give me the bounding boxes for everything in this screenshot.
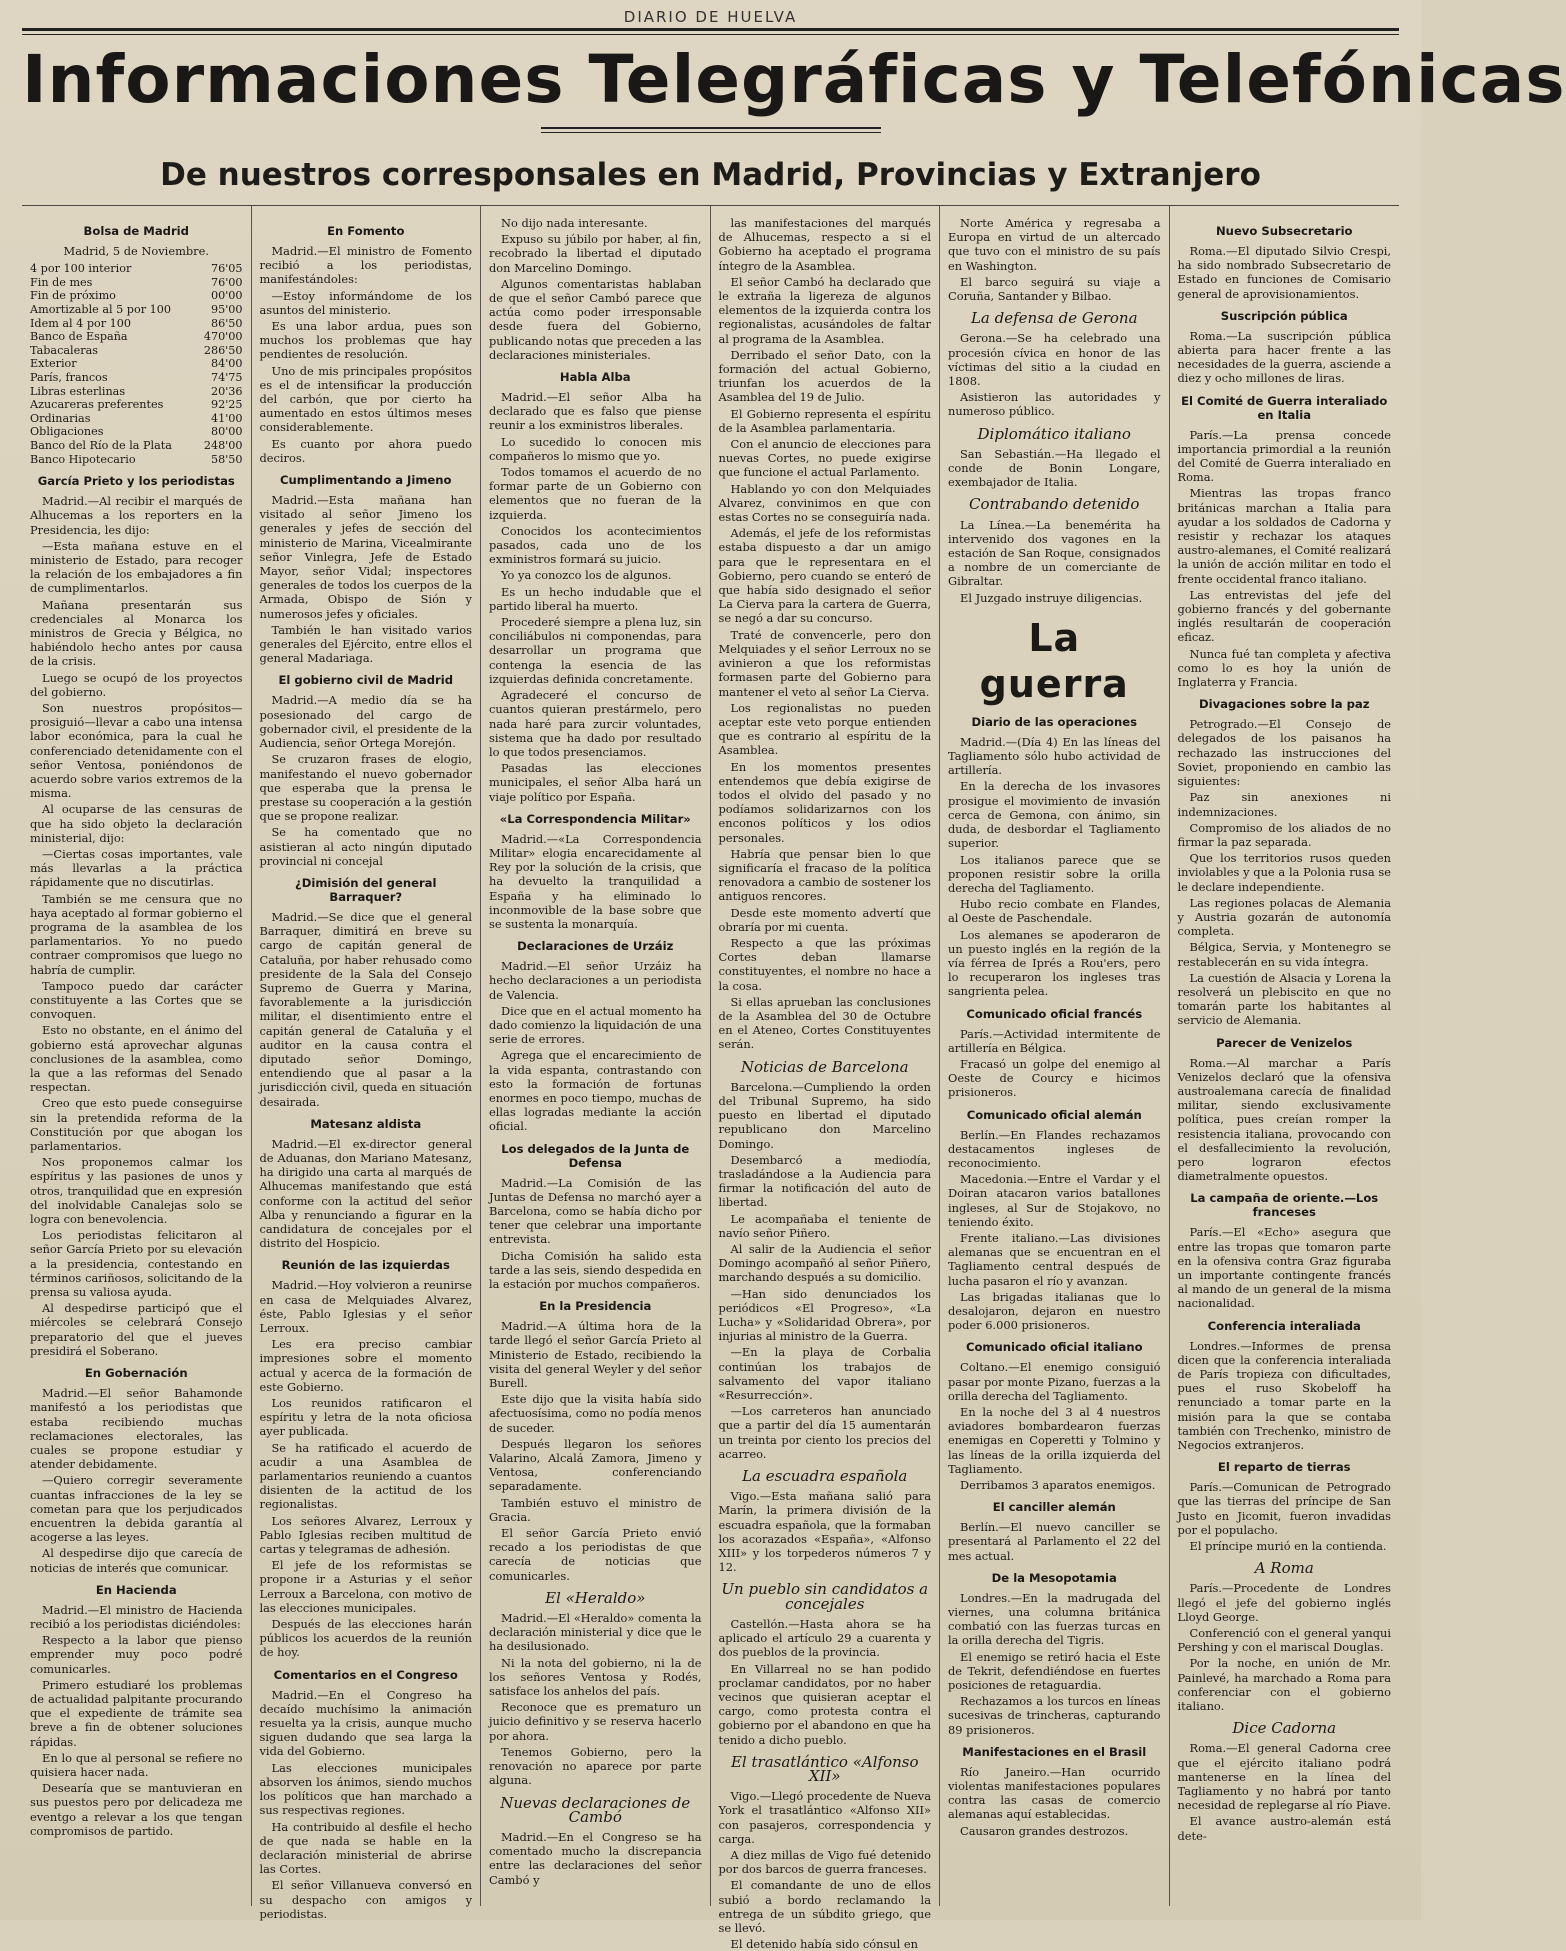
masthead-title: Informaciones Telegráficas y Telefónicas	[22, 41, 1566, 118]
article-paragraph: Con el anuncio de elecciones para nuevas Cortes, no puede exigirse que funcione el actual Parlamento.	[718, 437, 931, 480]
article-paragraph: Madrid.—(Día 4) En las líneas del Tagliamento sólo hubo actividad de artillería.	[948, 734, 1161, 778]
news-column-3	[481, 206, 711, 1906]
news-column-4	[711, 206, 941, 1951]
article-paragraph: Expuso su júbilo por haber, al fin, recobrado la libertad el diputado don Marcelino Domingo.	[489, 232, 702, 275]
article-paragraph: También estuvo el ministro de Gracia.	[489, 1495, 702, 1524]
article-paragraph: Los señores Alvarez, Lerroux y Pablo Iglesias reciben multitud de cartas y telegramas de adhesión.	[259, 1513, 472, 1557]
article-paragraph: Desearía que se mantuvieran en sus puestos pero por delicadeza me eventgo a relevar a los que tengan compromisos de partido.	[30, 1781, 243, 1838]
article-paragraph: —Quiero corregir severamente cuantas infracciones de la ley se cometan para que los perjudicados encuentren la debida garantía al acogerse a las leyes.	[30, 1473, 243, 1545]
stock-name: Banco de España	[30, 330, 128, 344]
article-paragraph: París.—El «Echo» asegura que entre las tropas que tomaron parte en la ofensiva contra Graz figuraba un importante contingente francés al mando de un general de la misma nacionalidad.	[1177, 1225, 1391, 1311]
article-heading: Comentarios en el Congreso	[273, 1667, 458, 1682]
stock-row	[30, 371, 243, 385]
article-heading: En Hacienda	[95, 1582, 177, 1597]
stock-value: 84'00	[210, 357, 243, 371]
article-heading: Divagaciones sobre la paz	[1199, 697, 1370, 712]
stock-value: 58'50	[210, 452, 243, 466]
article-paragraph: Después de las elecciones harán públicos los acuerdos de la reunión de hoy.	[259, 1617, 472, 1660]
article-paragraph: Hablando yo con don Melquiades Alvarez, convinimos en que con estas Cortes no se conseguiría nada.	[718, 481, 931, 525]
article-paragraph: Esto no obstante, en el ánimo del gobierno está aprovechar algunas conclusiones de la asamblea, como la que a las reformas del Senado respectan.	[30, 1023, 243, 1095]
article-paragraph: Los periodistas felicitaron al señor García Prieto por su elevación a la presidencia, contestando en términos cariñosos, solicitando de la prensa su valiosa ayuda.	[30, 1228, 243, 1300]
article-paragraph: Asistieron las autoridades y numeroso público.	[948, 390, 1161, 419]
article-paragraph: Dice que en el actual momento ha dado comienzo la liquidación de una serie de errores.	[489, 1003, 702, 1047]
article-paragraph: Agradeceré el concurso de cuantos quieran prestármelo, pero nada haré para zurcir voluntades, sistema que ha dado por resultado lo que todos presenciamos.	[489, 688, 702, 759]
article-paragraph: —Los carreteros han anunciado que a partir del día 15 aumentarán un treinta por ciento los precios del acarreo.	[718, 1404, 931, 1461]
article-paragraph: Roma.—La suscripción pública abierta para hacer frente a las necesidades de la guerra, asciende a diez y ocho millones de liras.	[1177, 328, 1391, 386]
article-paragraph: —Esta mañana estuve en el ministerio de Estado, para recoger la relación de los embajadores a fin de cumplimentarlos.	[30, 538, 243, 596]
article-heading: De la Mesopotamia	[991, 1570, 1117, 1585]
article-paragraph: las manifestaciones del marqués de Alhucemas, respecto a si el Gobierno ha aceptado el programa íntegro de la Asamblea.	[718, 216, 931, 273]
article-paragraph: Uno de mis principales propósitos es el de intensificar la producción del carbón, que por cierto ha aumentado en estos últimos meses considerablemente.	[259, 363, 472, 435]
article-paragraph: También le han visitado varios generales del Ejército, entre ellos el general Madariaga.	[259, 622, 472, 666]
article-paragraph: Algunos comentaristas hablaban de que el señor Cambó parece que actúa como poder irresponsable desde fuera del Gobierno, publicando notas que preceden a las declaraciones ministeriales.	[489, 276, 702, 362]
article-paragraph: Vigo.—Esta mañana salió para Marín, la primera división de la escuadra española, que la formaban los acorazados «España», «Alfonso XIII» y los torpederos números 7 y 12.	[718, 1489, 931, 1575]
article-heading: La escuadra española	[742, 1467, 908, 1486]
article-paragraph: París.—Comunican de Petrogrado que las tierras del príncipe de San Justo en Jicomit, fueron invadidas por el populacho.	[1177, 1480, 1391, 1537]
stock-value: 248'00	[203, 438, 243, 452]
article-paragraph: Madrid.—A última hora de la tarde llegó el señor García Prieto al Ministerio de Estado, recibiendo la visita del general Weyler y del señor Burell.	[489, 1319, 702, 1391]
running-head-rule	[22, 34, 1399, 35]
article-paragraph: La Línea.—La benemérita ha intervenido dos vagones en la estación de San Roque, consignados a nombre de un comerciante de Gibraltar.	[948, 517, 1161, 589]
article-paragraph: Traté de convencerle, pero don Melquiades y el señor Lerroux no se avinieron a que los reformistas formasen parte del Gobierno para mantener el veto al señor La Cierva.	[718, 627, 931, 699]
article-paragraph: Los regionalistas no pueden aceptar este veto porque entienden que es contrario al espíritu de la Asamblea.	[718, 700, 931, 758]
news-column-5	[940, 206, 1170, 1906]
article-heading: En Fomento	[327, 224, 405, 238]
article-heading: Los delegados de la Junta de Defensa	[501, 1141, 690, 1170]
stock-row	[30, 439, 243, 453]
article-paragraph: Al despedirse participó que el miércoles se celebrará Consejo preparatorio del que el jueves presidirá el Soberano.	[30, 1301, 243, 1358]
article-paragraph: Derribado el señor Dato, con la formación del actual Gobierno, triunfan los acuerdos de la Asamblea del 19 de Julio.	[718, 347, 931, 405]
article-paragraph: Los reunidos ratificaron el espíritu y letra de la nota oficiosa ayer publicada.	[259, 1396, 472, 1439]
stock-value: 74'75	[210, 370, 243, 384]
article-heading: Manifestaciones en el Brasil	[962, 1744, 1147, 1759]
stock-row	[30, 289, 243, 303]
article-heading: Diplomático italiano	[977, 424, 1131, 443]
stock-value: 20'36	[210, 384, 243, 398]
stock-row	[30, 344, 243, 358]
article-heading: La defensa de Gerona	[970, 309, 1138, 328]
article-paragraph: En la derecha de los invasores prosigue el movimiento de invasión cerca de Gemona, con ánimo, sin duda, de desbordar el Tagliamento superior.	[948, 779, 1161, 851]
article-paragraph: El señor Cambó ha declarado que le extraña la ligereza de algunos elementos de la izquierda contra los regionalistas, acusándoles de faltar al programa de la Asamblea.	[718, 274, 931, 346]
article-paragraph: El señor García Prieto envió recado a los periodistas de que carecía de noticias que comunicarles.	[489, 1526, 702, 1583]
article-paragraph: Madrid.—El señor Bahamonde manifestó a los periodistas que estaba recibiendo muchas reclamaciones electorales, las cuales se propone estudiar y atender debidamente.	[30, 1386, 243, 1472]
article-paragraph: Roma.—El general Cadorna cree que el ejército italiano podrá mantenerse en la línea del Tagliamento y no habrá por tanto necesidad de replegarse al río Piave.	[1177, 1741, 1391, 1813]
article-paragraph: Rechazamos a los turcos en líneas sucesivas de trincheras, capturando 89 prisioneros.	[948, 1694, 1161, 1737]
article-paragraph: Madrid.—El ex-director general de Aduanas, don Mariano Matesanz, ha dirigido una carta al marqués de Alhucemas manifestando que está conforme con la actitud del señor Alba y renunciando a figurar en la candidatura de concejales por el distrito del Hospicio.	[259, 1136, 472, 1251]
article-paragraph: Dicha Comisión ha salido esta tarde a las seis, siendo despedida en la estación por muchos compañeros.	[489, 1248, 702, 1291]
article-heading: «La Correspondencia Militar»	[499, 811, 691, 826]
dateline: Madrid, 5 de Noviembre.	[63, 244, 209, 258]
article-heading: El canciller alemán	[992, 1500, 1116, 1515]
stock-name: Banco Hipotecario	[30, 452, 136, 466]
article-paragraph: Procederé siempre a plena luz, sin conciliábulos ni componendas, para desarrollar un programa que contenga la esencia de las izquierdas definida concretamente.	[489, 615, 702, 686]
article-heading: Dice Cadorna	[1232, 1719, 1337, 1738]
article-paragraph: El detenido había sido cónsul en	[730, 1937, 919, 1951]
article-paragraph: Al despedirse dijo que carecía de noticias de interés que comunicar.	[30, 1546, 243, 1575]
article-paragraph: Madrid.—«La Correspondencia Militar» elogia encarecidamente al Rey por la solución de la crisis, que ha devuelto la tranquilidad a España y ha eliminado lo inconmovible de la base sobre que se sustenta la monarquía.	[489, 831, 702, 931]
article-paragraph: Madrid.—Se dice que el general Barraquer, dimitirá en breve su cargo de capitán general de Cataluña, por haber rehusado como presidente de la Sala del Consejo Supremo de Guerra y Marina, favorablemente a la jurisdicción militar, el disentimiento entre el capitán general de Cataluña y el auditor en la causa contra el diputado señor Domingo, entendiendo que al pasar a la jurisdicción civil, queda en situación desairada.	[259, 909, 472, 1109]
stock-row	[30, 357, 243, 371]
article-paragraph: No dijo nada interesante.	[501, 216, 648, 230]
article-heading: El «Heraldo»	[545, 1588, 646, 1607]
article-paragraph: Nos proponemos calmar los espíritus y las pasiones de unos y otros, tranquilidad que en expresión del inolvidable Canalejas solo se logra con benevolencia.	[30, 1155, 243, 1227]
article-paragraph: Le acompañaba el teniente de navío señor Piñero.	[718, 1211, 931, 1240]
article-paragraph: Madrid.—El «Heraldo» comenta la declaración ministerial y dice que le ha desilusionado.	[489, 1611, 702, 1654]
article-paragraph: Vigo.—Llegó procedente de Nueva York el trasatlántico «Alfonso XII» con pasajeros, correspondencia y carga.	[718, 1789, 931, 1846]
article-paragraph: Ni la nota del gobierno, ni la de los señores Ventosa y Rodés, satisface los anhelos del país.	[489, 1655, 702, 1699]
article-paragraph: Se cruzaron frases de elogio, manifestando el nuevo gobernador que esperaba que la prensa le prestase su cooperación a la gestión que se propone realizar.	[259, 752, 472, 824]
article-paragraph: Yo ya conozco los de algunos.	[501, 568, 672, 583]
article-paragraph: Causaron grandes destrozos.	[960, 1823, 1129, 1838]
stock-name: Azucareras preferentes	[30, 398, 164, 412]
article-heading: Conferencia interaliada	[1207, 1318, 1361, 1333]
stock-value: 92'25	[210, 398, 243, 412]
stock-row	[30, 317, 243, 331]
article-heading: En Gobernación	[84, 1366, 188, 1381]
stock-value: 80'00	[210, 425, 243, 439]
article-paragraph: En la noche del 3 al 4 nuestros aviadores bombardearon fuerzas enemigas en Coperetti y Tolmino y las líneas de la orilla izquierda del Tagliamento.	[948, 1405, 1161, 1476]
article-heading: El trasatlántico «Alfonso XII»	[730, 1752, 919, 1785]
article-paragraph: Madrid.—La Comisión de las Juntas de Defensa no marchó ayer a Barcelona, como se había dicho por tener que celebrar una importante entrevista.	[489, 1175, 702, 1247]
article-paragraph: París.—La prensa concede importancia primordial a la reunión del Comité de Guerra interaliado en Roma.	[1177, 427, 1391, 485]
article-paragraph: Todos tomamos el acuerdo de no formar parte de un Gobierno con elementos que no fueran de la izquierda.	[489, 465, 702, 522]
article-paragraph: Al ocuparse de las censuras de que ha sido objeto la declaración ministerial, dijo:	[30, 802, 243, 845]
article-heading: Comunicado oficial alemán	[966, 1107, 1142, 1122]
article-paragraph: En lo que al personal se refiere no quisiera hacer nada.	[30, 1750, 243, 1779]
article-paragraph: El Gobierno representa el espíritu de la Asamblea parlamentaria.	[718, 406, 931, 435]
article-paragraph: En los momentos presentes entendemos que debía exigirse de todos el olvido del pasado y no podíamos solidarizarnos con los enconos políticos y los odios personales.	[718, 759, 931, 845]
stock-row	[30, 262, 243, 276]
stock-value: 00'00	[210, 289, 243, 303]
stock-name: Obligaciones	[30, 425, 104, 439]
stock-value: 76'00	[210, 275, 243, 289]
running-head: DIARIO DE HUELVA	[22, 8, 1399, 31]
article-heading: Comunicado oficial italiano	[965, 1340, 1143, 1355]
stock-row	[30, 303, 243, 317]
article-paragraph: Las elecciones municipales absorven los ánimos, siendo muchos los políticos que han marchado a sus respectivas regiones.	[259, 1760, 472, 1818]
article-paragraph: Fracasó un golpe del enemigo al Oeste de Courcy e hicimos prisioneros.	[948, 1056, 1161, 1100]
stock-row	[30, 330, 243, 344]
stock-name: Banco del Río de la Plata	[30, 438, 172, 452]
article-paragraph: Roma.—Al marchar a París Venizelos declaró que la ofensiva austroalemana carecía de finalidad militar, siendo exclusivamente política, pues creían romper la resistencia italiana, provocando con el desfallecimiento la revolución, pero lograron efectos diametralmente opuestos.	[1177, 1055, 1391, 1184]
article-paragraph: Madrid.—A medio día se ha posesionado del cargo de gobernador civil, el presidente de la Audiencia, señor Ortega Morejón.	[259, 693, 472, 751]
article-paragraph: Berlín.—En Flandes rechazamos destacamentos ingleses de reconocimiento.	[948, 1127, 1161, 1170]
article-paragraph: Petrogrado.—El Consejo de delegados de los paisanos ha rechazado las instrucciones del Soviet, proponiendo en cambio las siguientes:	[1177, 717, 1391, 789]
article-paragraph: Al salir de la Audiencia el señor Domingo acompañó al señor Piñero, marchando después a su domicilio.	[718, 1242, 931, 1285]
article-paragraph: El príncipe murió en la contienda.	[1189, 1539, 1387, 1554]
article-paragraph: Agrega que el encarecimiento de la vida espanta, contrastando con esto la formación de fortunas enormes en poco tiempo, muchas de ellas logradas mediante la acción oficial.	[489, 1048, 702, 1134]
article-paragraph: Hubo recio combate en Flandes, al Oeste de Paschendale.	[948, 897, 1161, 926]
article-paragraph: Bélgica, Servia, y Montenegro se restablecerán en su vida íntegra.	[1177, 940, 1391, 969]
article-heading: García Prieto y los periodistas	[37, 474, 235, 489]
article-paragraph: Madrid.—Hoy volvieron a reunirse en casa de Melquiades Alvarez, éste, Pablo Iglesias y el señor Lerroux.	[259, 1278, 472, 1335]
stock-name: 4 por 100 interior	[30, 262, 132, 276]
article-paragraph: Compromiso de los aliados de no firmar la paz separada.	[1177, 820, 1391, 849]
article-paragraph: Madrid.—El señor Urzáiz ha hecho declaraciones a un periodista de Valencia.	[489, 959, 702, 1002]
article-paragraph: Por la noche, en unión de Mr. Painlevé, ha marchado a Roma para conferenciar con el gobierno italiano.	[1177, 1656, 1391, 1714]
news-column-6	[1170, 206, 1400, 1906]
article-paragraph: Las entrevistas del jefe del gobierno francés y del gobernante inglés resultarán de cooperación eficaz.	[1177, 587, 1391, 645]
article-paragraph: Roma.—El diputado Silvio Crespi, ha sido nombrado Subsecretario de Estado en funciones de Comisario general de aprovisionamientos.	[1177, 244, 1391, 301]
article-paragraph: —En la playa de Corbalia continúan los trabajos de salvamento del vapor italiano «Resurrección».	[718, 1345, 931, 1403]
article-paragraph: El avance austro-alemán está dete-	[1177, 1814, 1391, 1843]
article-columns	[22, 205, 1399, 1951]
article-paragraph: Tenemos Gobierno, pero la renovación no aparece por parte alguna.	[489, 1744, 702, 1788]
article-paragraph: París.—Actividad intermitente de artillería en Bélgica.	[948, 1026, 1161, 1055]
stock-row	[30, 412, 243, 426]
article-paragraph: Paz sin anexiones ni indemnizaciones.	[1177, 790, 1391, 819]
article-heading: Reunión de las izquierdas	[281, 1258, 450, 1273]
article-paragraph: En Villarreal no se han podido proclamar candidatos, por no haber vecinos que quisieran aceptar el cargo, como protesta contra el gobierno por el abandono en que ha tenido a dicho pueblo.	[718, 1661, 931, 1747]
article-paragraph: Berlín.—El nuevo canciller se presentará al Parlamento el 22 del mes actual.	[948, 1520, 1161, 1563]
article-heading: ¿Dimisión del general Barraquer?	[295, 875, 437, 904]
article-paragraph: Los alemanes se apoderaron de un puesto inglés en la región de la vía férrea de Iprés a Rou'ers, pero lo recuperaron los ingleses tras sangrienta pelea.	[948, 927, 1161, 999]
subhead: De nuestros corresponsales en Madrid, Provincias y Extranjero	[160, 157, 1261, 193]
article-paragraph: Río Janeiro.—Han ocurrido violentas manifestaciones populares contra las casas de comercio alemanas aquí establecidas.	[948, 1764, 1161, 1822]
article-paragraph: Desembarcó a mediodía, trasladándose a la Audiencia para firmar la notificación del auto de libertad.	[718, 1152, 931, 1210]
article-paragraph: El jefe de los reformistas se propone ir a Asturias y el señor Lerroux a Barcelona, con motivo de las elecciones municipales.	[259, 1558, 472, 1615]
article-heading: Noticias de Barcelona	[740, 1057, 909, 1076]
stock-value: 470'00	[203, 330, 243, 344]
article-heading: El reparto de tierras	[1217, 1460, 1351, 1475]
article-paragraph: Si ellas aprueban las conclusiones de la Asamblea del 30 de Octubre en el Ateneo, Cortes Constituyentes serán.	[718, 994, 931, 1052]
article-paragraph: El barco seguirá su viaje a Coruña, Santander y Bilbao.	[948, 274, 1161, 304]
article-heading: Parecer de Venizelos	[1216, 1035, 1353, 1050]
article-paragraph: A diez millas de Vigo fué detenido por dos barcos de guerra franceses.	[718, 1847, 931, 1877]
article-paragraph: Lo sucedido lo conocen mis compañeros lo mismo que yo.	[489, 434, 702, 463]
article-paragraph: Es cuanto por ahora puedo deciros.	[259, 436, 472, 465]
article-paragraph: Conferenció con el general yanqui Pershing y con el mariscal Douglas.	[1177, 1626, 1391, 1655]
article-paragraph: Desde este momento advertí que obraría por mi cuenta.	[718, 905, 931, 934]
article-paragraph: —Han sido denunciados los periódicos «El Progreso», «La Lucha» y «Solidaridad Obrera», por injurias al ministro de la Guerra.	[718, 1286, 931, 1344]
article-paragraph: Madrid.—El ministro de Fomento recibió a los periodistas, manifestándoles:	[259, 244, 472, 287]
news-column-1	[22, 206, 252, 1906]
stock-name: Fin de próximo	[30, 289, 116, 303]
stock-name: Amortizable al 5 por 100	[30, 302, 171, 316]
article-heading: Nuevas declaraciones de Cambó	[500, 1793, 691, 1826]
stock-row	[30, 398, 243, 412]
article-paragraph: El comandante de uno de ellos subió a bordo reclamando la entrega de un súbdito griego, que se llevó.	[718, 1878, 931, 1935]
article-paragraph: Creo que esto puede conseguirse sin la pretendida reforma de la Constitución por que abogan los parlamentarios.	[30, 1096, 243, 1154]
article-paragraph: Frente italiano.—Las divisiones alemanas que se encuentran en el Tagliamento central después de lucha pasaron el río y avanzan.	[948, 1230, 1161, 1288]
article-paragraph: Luego se ocupó de los proyectos del gobierno.	[30, 670, 243, 699]
article-paragraph: Es un hecho indudable que el partido liberal ha muerto.	[489, 584, 702, 613]
stock-name: Exterior	[30, 357, 77, 371]
section-title: La guerra	[979, 615, 1129, 706]
article-heading: Un pueblo sin candidatos a concejales	[721, 1580, 929, 1613]
article-paragraph: Las regiones polacas de Alemania y Austria gozarán de autonomía completa.	[1177, 895, 1391, 939]
article-paragraph: Les era preciso cambiar impresiones sobre el momento actual y acerca de la formación de este Gobierno.	[259, 1337, 472, 1394]
article-heading: El Comité de Guerra interaliado en Italia	[1181, 393, 1388, 422]
masthead-ornament	[541, 125, 881, 137]
article-paragraph: El Juzgado instruye diligencias.	[960, 590, 1143, 605]
article-paragraph: La cuestión de Alsacia y Lorena la resolverá un plebiscito en que no tomarán parte los habitantes al servicio de Alemania.	[1177, 970, 1391, 1028]
stock-name: Ordinarias	[30, 411, 91, 425]
article-heading: Habla Alba	[559, 370, 631, 385]
stock-row	[30, 385, 243, 399]
article-paragraph: El señor Villanueva conversó en su despacho con amigos y periodistas.	[259, 1878, 472, 1921]
article-heading: A Roma	[1254, 1559, 1314, 1578]
stock-table	[30, 262, 243, 466]
stock-value: 286'50	[203, 343, 243, 357]
article-paragraph: Respecto a la labor que pienso emprender muy poco podré comunicarles.	[30, 1633, 243, 1676]
article-paragraph: Respecto a que las próximas Cortes deban llamarse constituyentes, el nombre no hace a la cosa.	[718, 935, 931, 993]
article-paragraph: Pasadas las elecciones municipales, el señor Alba hará un viaje político por España.	[489, 761, 702, 804]
article-paragraph: —Estoy informándome de los asuntos del ministerio.	[259, 288, 472, 317]
article-paragraph: Se ha ratificado el acuerdo de acudir a una Asamblea de parlamentarios reuniendo a cuantos disienten de la actitud de los regionalistas.	[259, 1440, 472, 1512]
article-paragraph: El enemigo se retiró hacia el Este de Tekrit, defendiéndose en fuertes posiciones de retaguardia.	[948, 1649, 1161, 1693]
article-heading: Comunicado oficial francés	[966, 1006, 1143, 1021]
stock-name: París, francos	[30, 370, 108, 384]
stock-value: 41'00	[210, 411, 243, 425]
article-paragraph: Gerona.—Se ha celebrado una procesión cívica en honor de las víctimas del sitio a la ciudad en 1808.	[948, 331, 1161, 389]
article-paragraph: —Ciertas cosas importantes, vale más llevarlas a la práctica rápidamente que no discutirlas.	[30, 846, 243, 890]
stock-name: Fin de mes	[30, 275, 93, 289]
article-paragraph: Barcelona.—Cumpliendo la orden del Tribunal Supremo, ha sido puesto en libertad el diputado republicano don Marcelino Domingo.	[718, 1079, 931, 1151]
article-heading: Diario de las operaciones	[971, 714, 1138, 729]
stock-name: Idem al 4 por 100	[30, 316, 131, 330]
article-paragraph: Este dijo que la visita había sido afectuosísima, como no podía menos de suceder.	[489, 1392, 702, 1435]
article-paragraph: Londres.—En la madrugada del viernes, una columna británica combatió con las fuerzas turcas en la orilla derecha del Tigris.	[948, 1590, 1161, 1648]
article-paragraph: Mañana presentarán sus credenciales al Monarca los ministros de Grecia y Bélgica, no habiéndolo hecho antes por causa de la crisis.	[30, 597, 243, 669]
article-paragraph: Son nuestros propósitos—prosiguió—llevar a cabo una intensa labor económica, para la cual he conferenciado detenidamente con el señor Ventosa, poniéndonos de acuerdo sobre varios extremos de la misma.	[30, 700, 243, 801]
article-heading: Matesanz aldista	[310, 1116, 422, 1131]
article-paragraph: Madrid.—Esta mañana han visitado al señor Jimeno los generales y jefes de sección del ministerio de Marina, Vicealmirante señor Vinlegra, Jefe de Estado Mayor, señor Vidal; inspectores generales de todos los cuerpos de la Armada, Obispo de Sión y numerosos jefes y oficiales.	[259, 493, 472, 621]
article-paragraph: Es una labor ardua, pues son muchos los problemas que hay pendientes de resolución.	[259, 319, 472, 362]
stock-value: 86'50	[210, 316, 243, 330]
article-heading: El gobierno civil de Madrid	[278, 673, 454, 688]
stock-value: 95'00	[210, 302, 243, 316]
article-paragraph: Castellón.—Hasta ahora se ha aplicado el artículo 29 a cuarenta y dos pueblos de la provincia.	[718, 1616, 931, 1660]
article-paragraph: Tampoco puedo dar carácter constituyente a las Cortes que se convoquen.	[30, 978, 243, 1022]
article-paragraph: Coltano.—El enemigo consiguió pasar por monte Pizano, fuerzas a la orilla derecha del Tagliamento.	[948, 1360, 1161, 1403]
article-paragraph: Madrid.—En el Congreso se ha comentado mucho la discrepancia entre las declaraciones del señor Cambó y	[489, 1829, 702, 1887]
article-paragraph: Mientras las tropas franco británicas marchan a Italia para ayudar a los soldados de Cadorna y resistir y rechazar los ataques austro-alemanes, el Comité realizará la unión de acción militar en todo el frente occidental franco italiano.	[1177, 486, 1391, 586]
article-paragraph: Ha contribuido al desfile el hecho de que nada se hable en la declaración ministerial de abrirse las Cortes.	[259, 1819, 472, 1877]
article-paragraph: Que los territorios rusos queden inviolables y que a la Polonia rusa se le declare independiente.	[1177, 851, 1391, 894]
article-heading: Cumplimentando a Jimeno	[279, 473, 452, 488]
stock-row	[30, 276, 243, 290]
stock-value: 76'05	[210, 262, 243, 276]
article-paragraph: Además, el jefe de los reformistas estaba dispuesto a dar un amigo para que le representara en el Gobierno, pero cuando se enteró de que había sido designado el señor La Cierva para la cartera de Guerra, se negó a dar su concurso.	[718, 526, 931, 626]
stock-row	[30, 425, 243, 439]
article-paragraph: Macedonia.—Entre el Vardar y el Doiran atacaron varios batallones ingleses, al Sur de Stojakovo, no teniendo éxito.	[948, 1172, 1161, 1229]
article-heading: La campaña de oriente.—Los franceses	[1190, 1191, 1379, 1220]
article-heading: Contrabando detenido	[969, 495, 1140, 514]
article-heading: Bolsa de Madrid	[83, 224, 189, 238]
article-paragraph: Habría que pensar bien lo que significaría el fracaso de la política renovadora a cambio de sostener los antiguos rencores.	[718, 846, 931, 904]
article-paragraph: Las brigadas italianas que lo desalojaron, dejaron en nuestro poder 6.000 prisioneros.	[948, 1289, 1161, 1333]
stock-name: Tabacaleras	[30, 343, 98, 357]
article-paragraph: Primero estudiaré los problemas de actualidad palpitante procurando que el expediente de trámite sea breve a fin de obtener soluciones rápidas.	[30, 1677, 243, 1749]
stock-name: Libras esterlinas	[30, 384, 126, 398]
article-paragraph: Madrid.—El ministro de Hacienda recibió a los periodistas diciéndoles:	[30, 1602, 243, 1631]
article-paragraph: Londres.—Informes de prensa dicen que la conferencia interaliada de París tropieza con dificultades, pues el ruso Skobeloff ha renunciado a tomar parte en la misión para la que se contaba también con Trechenko, ministro de Negocios extranjeros.	[1177, 1338, 1391, 1453]
article-paragraph: También se me censura que no haya aceptado al formar gobierno el programa de la asamblea de los parlamentarios. Yo no puedo contraer compromisos que luego no habría de cumplir.	[30, 891, 243, 977]
article-paragraph: Madrid.—En el Congreso ha decaído muchísimo la animación resuelta ya la crisis, aunque mucho siguen dudando que sea larga la vida del Gobierno.	[259, 1687, 472, 1759]
article-paragraph: Reconoce que es prematuro un juicio definitivo y se reserva hacerlo por ahora.	[489, 1700, 702, 1743]
article-paragraph: Los italianos parece que se proponen resistir sobre la orilla derecha del Tagliamento.	[948, 852, 1161, 895]
article-paragraph: Madrid.—El señor Alba ha declarado que es falso que piense reunir a los exministros liberales.	[489, 390, 702, 433]
article-paragraph: Derribamos 3 aparatos enemigos.	[960, 1478, 1156, 1493]
article-paragraph: París.—Procedente de Londres llegó el jefe del gobierno inglés Lloyd George.	[1177, 1581, 1391, 1624]
article-paragraph: Nunca fué tan completa y afectiva como lo es hoy la unión de Inglaterra y Francia.	[1177, 646, 1391, 690]
stock-row	[30, 453, 243, 467]
article-paragraph: Después llegaron los señores Valarino, Alcalá Zamora, Jimeno y Ventosa, conferenciando separadamente.	[489, 1436, 702, 1494]
article-paragraph: Norte América y regresaba a Europa en virtud de un altercado que tuvo con el ministro de su país en Washington.	[948, 216, 1161, 273]
article-heading: Nuevo Subsecretario	[1215, 224, 1353, 238]
article-paragraph: Se ha comentado que no asistieran al acto ningún diputado provincial ni concejal	[259, 825, 472, 868]
article-paragraph: Madrid.—Al recibir el marqués de Alhucemas a los reporters en la Presidencia, les dijo:	[30, 494, 243, 537]
news-column-2	[252, 206, 482, 1921]
article-heading: Suscripción pública	[1220, 308, 1348, 323]
article-heading: En la Presidencia	[539, 1299, 652, 1314]
article-heading: Declaraciones de Urzáiz	[517, 939, 674, 954]
article-paragraph: San Sebastián.—Ha llegado el conde de Bonin Longare, exembajador de Italia.	[948, 446, 1161, 490]
article-paragraph: Conocidos los acontecimientos pasados, cada uno de los exministros formará su juicio.	[489, 523, 702, 567]
